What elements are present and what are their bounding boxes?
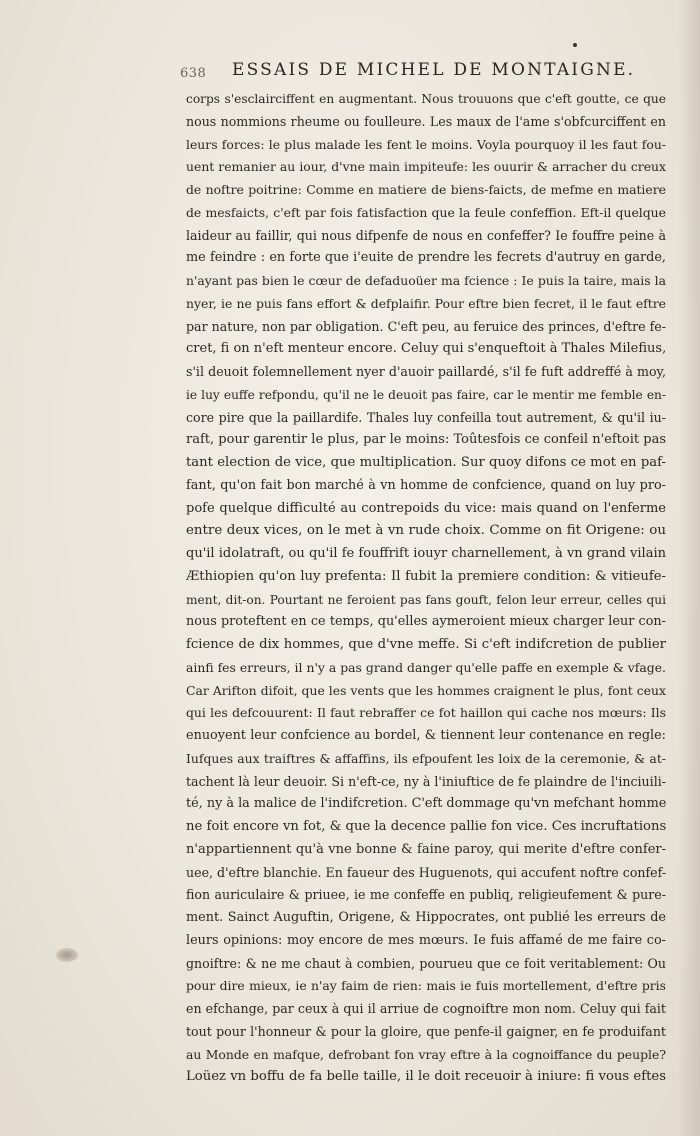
text-line: tachent là leur deuoir. Si n'eft-ce, ny à l'iniuftice de fe plaindre de l'inciuili-: [186, 773, 666, 789]
text-line: en efchange, par ceux à qui il arriue de cognoiftre mon nom. Celuy qui fait: [186, 1001, 666, 1016]
text-line: uent remanier au iour, d'vne main impiteufe: les ouurir & arracher du creux: [186, 159, 666, 175]
text-line: au Monde en mafque, defrobant fon vray eftre à la cognoiffance du peuple?: [186, 1046, 666, 1062]
text-line: Loüez vn boffu de fa belle taille, il le doit receuoir à iniure: fi vous eftes: [186, 1069, 666, 1085]
text-line: fant, qu'on fait bon marché à vn homme de confcience, quand on luy pro-: [186, 477, 666, 493]
text-line: de mesfaicts, c'eft par fois fatisfaction que la feule confeffion. Eft-il quelque: [186, 204, 666, 220]
text-line: tant election de vice, que multiplication. Sur quoy difons ce mot en paf-: [186, 455, 666, 470]
text-line: ment, dit-on. Pourtant ne feroient pas fans gouft, felon leur erreur, celles qui: [186, 592, 666, 607]
text-line: té, ny à la malice de l'indifcretion. C'eft dommage qu'vn mefchant homme: [186, 796, 666, 812]
ink-dot: [573, 43, 577, 47]
text-line: pour dire mieux, ie n'ay faim de rien: mais ie fuis mortellement, d'eftre pris: [186, 978, 666, 994]
text-line: leurs forces: le plus malade les fent le moins. Voyla pourquoy il les faut fou-: [186, 136, 666, 152]
text-line: uee, d'eftre blanchie. En faueur des Huguenots, qui accufent noftre confef-: [186, 864, 666, 880]
text-line: core pire que la paillardife. Thales luy confeilla tout autrement, & qu'il iu-: [186, 409, 666, 425]
text-line: fion auriculaire & priuee, ie me confeffe en publiq, religieufement & pure-: [186, 887, 666, 903]
text-line: pofe quelque difficulté au contrepoids du vice: mais quand on l'enferme: [186, 500, 666, 516]
text-line: n'ayant pas bien le cœur de defaduoüer ma fcience : Ie puis la taire, mais la: [186, 273, 666, 288]
page-header: [180, 60, 636, 86]
text-line: qui les defcouurent: Il faut rebraffer ce fot haillon qui cache nos mœurs: Ils: [186, 705, 666, 721]
text-line: qu'il idolatraft, ou qu'il fe fouffrift iouyr charnellement, à vn grand vilain: [186, 546, 666, 561]
text-line: n'appartiennent qu'à vne bonne & faine paroy, qui merite d'eftre confer-: [186, 841, 666, 857]
text-line: fcience de dix hommes, que d'vne meffe. Si c'eft indifcretion de publier: [186, 637, 666, 652]
running-title: ESSAIS DE MICHEL DE MONTAIGNE.: [232, 60, 636, 80]
text-line: tout pour l'honneur & pour la gloire, que penfe-il gaigner, en fe produifant: [186, 1023, 666, 1039]
text-line: nous proteftent en ce temps, qu'elles aymeroient mieux charger leur con-: [186, 614, 666, 630]
text-line: par nature, non par obligation. C'eft peu, au feruice des princes, d'eftre fe-: [186, 318, 666, 334]
text-line: nous nommions rheume ou foulleure. Les maux de l'ame s'obfcurciffent en: [186, 113, 666, 129]
text-line: entre deux vices, on le met à vn rude choix. Comme on fit Origene: ou: [186, 523, 666, 539]
text-line: cret, fi on n'eft menteur encore. Celuy qui s'enqueftoit à Thales Milefius,: [186, 341, 666, 357]
text-line: ment. Sainct Auguftin, Origene, & Hippocrates, ont publié les erreurs de: [186, 910, 666, 925]
text-line: s'il deuoit folemnellement nyer d'auoir paillardé, s'il fe fuft addreffé à moy,: [186, 364, 666, 379]
page-number: 638: [180, 66, 207, 81]
text-line: gnoiftre: & ne me chaut à combien, pourueu que ce foit veritablement: Ou: [186, 955, 666, 971]
text-line: leurs opinions: moy encore de mes mœurs. Ie fuis affamé de me faire co-: [186, 932, 666, 948]
ink-stain: [56, 948, 78, 962]
text-line: ie luy euffe refpondu, qu'il ne le deuoit pas faire, car le mentir me femble en-: [186, 387, 666, 402]
text-line: enuoyent leur confcience au bordel, & tiennent leur contenance en regle:: [186, 728, 666, 743]
text-line: laideur au faillir, qui nous difpenfe de nous en confeffer? Ie fouffre peine à: [186, 227, 666, 243]
text-line: Æthiopien qu'on luy prefenta: Il fubit la premiere condition: & vitieufe-: [186, 568, 666, 584]
page-gutter-shadow: [678, 0, 700, 1136]
text-line: corps s'esclairciffent en augmentant. Nous trouuons que c'eft goutte, ce que: [186, 92, 666, 106]
text-line: ne foit encore vn fot, & que la decence pallie fon vice. Ces incruftations: [186, 819, 666, 834]
text-line: ainfi fes erreurs, il n'y a pas grand danger qu'elle paffe en exemple & vfage.: [186, 659, 666, 675]
text-line: Car Arifton difoit, que les vents que les hommes craignent le plus, font ceux: [186, 682, 666, 698]
body-text: [186, 88, 666, 1089]
text-line: Iufques aux traiftres & affaffins, ils efpoufent les loix de la ceremonie, & at-: [186, 750, 666, 766]
text-line: de noftre poitrine: Comme en matiere de biens-faicts, de mefme en matiere: [186, 182, 666, 197]
text-line: me feindre : en forte que i'euite de prendre les fecrets d'autruy en garde,: [186, 250, 666, 266]
text-line: nyer, ie ne puis fans effort & defplaifir. Pour eftre bien fecret, il le faut eftre: [186, 295, 666, 311]
text-line: raft, pour garentir le plus, par le moins: Toûtesfois ce confeil n'eftoit pas: [186, 432, 666, 448]
